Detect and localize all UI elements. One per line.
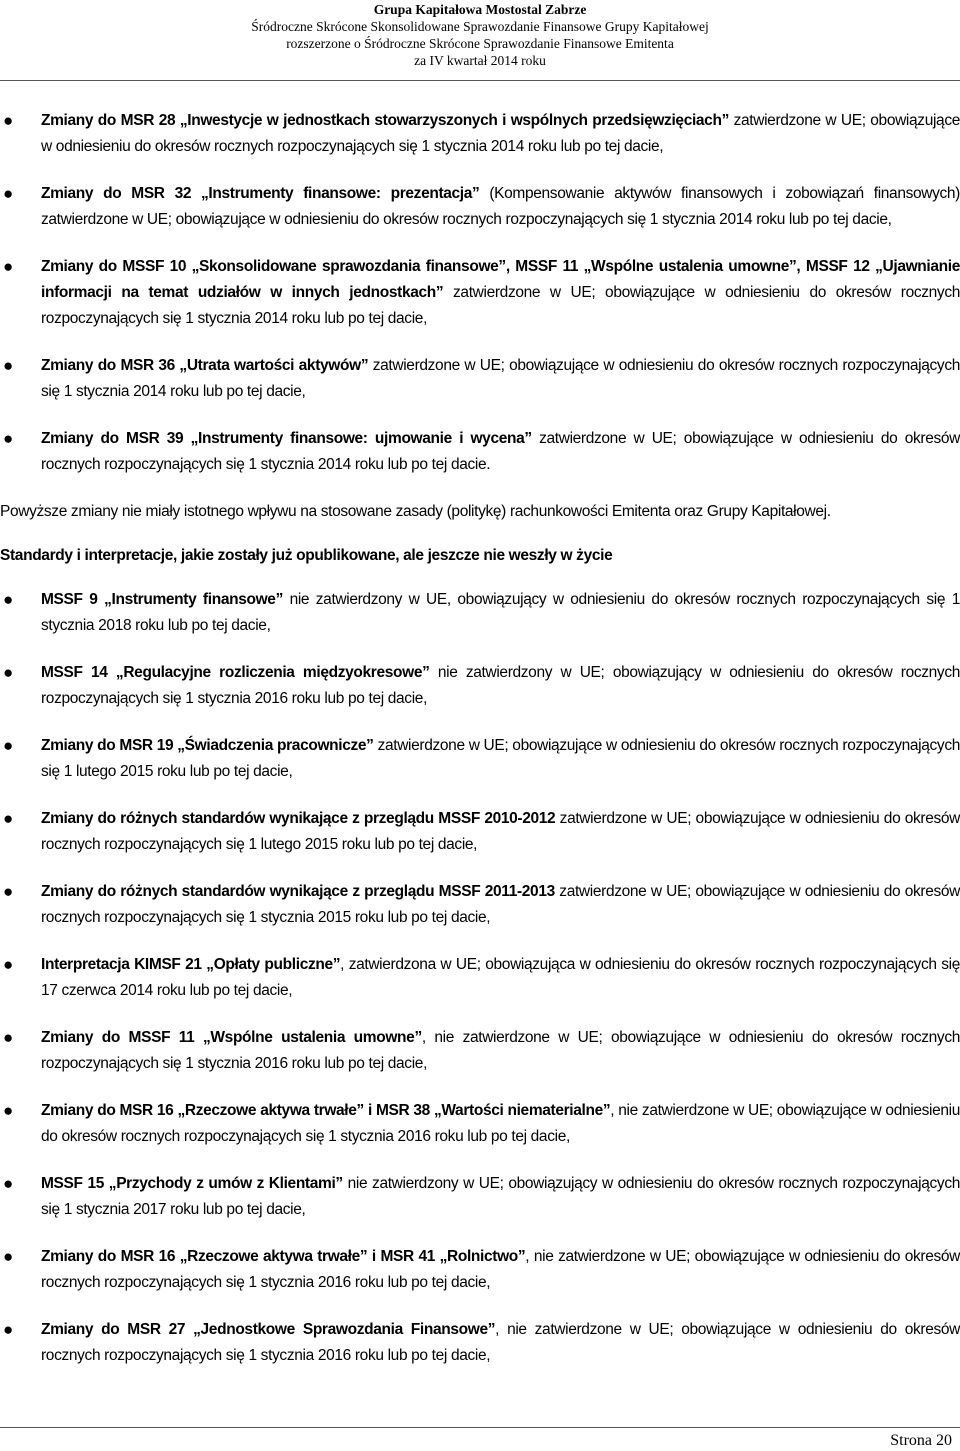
standard-name: Interpretacja KIMSF 21 „Opłaty publiczne” <box>41 956 341 973</box>
list-item <box>0 1098 960 1150</box>
list-item <box>0 1171 960 1223</box>
header-subtitle-2: rozszerzone o Śródroczne Skrócone Sprawozdanie Finansowe Emitenta <box>286 36 674 51</box>
list-item <box>0 353 960 405</box>
bullet-icon: ● <box>3 1320 13 1339</box>
standard-name: Zmiany do różnych standardów wynikające z przeglądu MSSF 2011-2013 <box>41 883 555 900</box>
standard-name: Zmiany do MSR 32 „Instrumenty finansowe: prezentacja” <box>41 185 480 202</box>
bullet-icon: ● <box>3 736 13 755</box>
standard-description: (Kompensowanie aktywów finansowych i zobowiązań finansowych) zatwierdzone w UE; obowiązujące w odniesieniu do okresów rocznych rozpoczynających się 1 stycznia 2014 roku lub po tej dacie, <box>41 185 960 228</box>
list-item <box>0 733 960 785</box>
bullet-icon: ● <box>3 111 13 130</box>
standard-name: Zmiany do MSR 36 „Utrata wartości aktywów” <box>41 357 369 374</box>
list-item <box>0 1025 960 1077</box>
standard-description: , nie zatwierdzone w UE; obowiązujące w odniesieniu do okresów rocznych rozpoczynających się 1 stycznia 2016 roku lub po tej dacie, <box>41 1102 960 1145</box>
header-divider <box>0 80 960 81</box>
standard-description: zatwierdzone w UE; obowiązujące w odniesieniu do okresów rocznych rozpoczynających się 1 lutego 2015 roku lub po tej dacie, <box>41 810 960 853</box>
bullet-icon: ● <box>3 356 13 375</box>
list-item <box>0 426 960 478</box>
standard-description: zatwierdzone w UE; obowiązujące w odniesieniu do okresów rocznych rozpoczynających się 1 lutego 2015 roku lub po tej dacie, <box>41 737 960 780</box>
standard-description: , zatwierdzona w UE; obowiązująca w odniesieniu do okresów rocznych rozpoczynających się 17 czerwca 2014 roku lub po tej dacie, <box>41 956 960 999</box>
list-item <box>0 587 960 639</box>
standard-description: nie zatwierdzony w UE, obowiązujący w odniesieniu do okresów rocznych rozpoczynających się 1 stycznia 2018 roku lub po tej dacie, <box>41 591 960 634</box>
list-item <box>0 254 960 332</box>
list-item <box>0 1244 960 1296</box>
list-item <box>0 879 960 931</box>
standard-name: Zmiany do MSR 28 „Inwestycje w jednostkach stowarzyszonych i wspólnych przedsięwzięciach” <box>41 112 729 129</box>
standard-name: MSSF 15 „Przychody z umów z Klientami” <box>41 1175 343 1192</box>
standard-name: Zmiany do MSR 16 „Rzeczowe aktywa trwałe” i MSR 41 „Rolnictwo” <box>41 1248 526 1265</box>
standard-description: nie zatwierdzony w UE; obowiązujący w odniesieniu do okresów rocznych rozpoczynających się 1 stycznia 2016 roku lub po tej dacie, <box>41 664 960 707</box>
bullet-icon: ● <box>3 1101 13 1120</box>
standard-description: nie zatwierdzony w UE; obowiązujący w odniesieniu do okresów rocznych rozpoczynających się 1 stycznia 2017 roku lub po tej dacie, <box>41 1175 960 1218</box>
list-item <box>0 806 960 858</box>
bullet-icon: ● <box>3 1028 13 1047</box>
list-item <box>0 181 960 233</box>
standard-name: Zmiany do MSR 27 „Jednostkowe Sprawozdania Finansowe” <box>41 1321 496 1338</box>
standard-description: , nie zatwierdzone w UE; obowiązujące w odniesieniu do okresów rocznych rozpoczynających się 1 stycznia 2016 roku lub po tej dacie, <box>41 1029 960 1072</box>
header-subtitle-1: Śródroczne Skrócone Skonsolidowane Sprawozdanie Finansowe Grupy Kapitałowej <box>251 19 709 34</box>
standard-description: zatwierdzone w UE; obowiązujące w odniesieniu do okresów rocznych rozpoczynających się 1 stycznia 2014 roku lub po tej dacie, <box>41 112 960 155</box>
footer-divider <box>0 1427 960 1428</box>
bullet-icon: ● <box>3 663 13 682</box>
list-item <box>0 660 960 712</box>
document-body <box>0 108 960 1369</box>
bullet-icon: ● <box>3 590 13 609</box>
section-heading: Standardy i interpretacje, jakie zostały już opublikowane, ale jeszcze nie weszły w życie <box>0 547 613 564</box>
bullet-icon: ● <box>3 809 13 828</box>
standard-description: , nie zatwierdzone w UE; obowiązujące w odniesieniu do okresów rocznych rozpoczynających się 1 stycznia 2016 roku lub po tej dacie, <box>41 1321 960 1364</box>
summary-paragraph: Powyższe zmiany nie miały istotnego wpływu na stosowane zasady (politykę) rachunkowości Emitenta oraz Grupy Kapitałowej. <box>0 503 831 520</box>
pending-standards-list <box>0 587 960 1369</box>
standard-name: Zmiany do MSR 39 „Instrumenty finansowe: ujmowanie i wycena” <box>41 430 532 447</box>
bullet-icon: ● <box>3 1174 13 1193</box>
standard-description: zatwierdzone w UE; obowiązujące w odniesieniu do okresów rocznych rozpoczynających się 1 stycznia 2014 roku lub po tej dacie, <box>41 284 960 327</box>
bullet-icon: ● <box>3 955 13 974</box>
standard-name: Zmiany do MSSF 11 „Wspólne ustalenia umowne” <box>41 1029 422 1046</box>
page-number: Strona 20 <box>890 1432 952 1449</box>
list-item <box>0 1317 960 1369</box>
standard-description: zatwierdzone w UE; obowiązujące w odniesieniu do okresów rocznych rozpoczynających się 1 stycznia 2015 roku lub po tej dacie, <box>41 883 960 926</box>
header-subtitle-3: za IV kwartał 2014 roku <box>414 53 546 68</box>
bullet-icon: ● <box>3 184 13 203</box>
standard-name: MSSF 14 „Regulacyjne rozliczenia międzyokresowe” <box>41 664 430 681</box>
bullet-icon: ● <box>3 429 13 448</box>
standard-name: Zmiany do MSSF 10 „Skonsolidowane sprawozdania finansowe”, MSSF 11 „Wspólne ustalenia umowne”, MSSF 12 „Ujawnianie informacji na temat udziałów w innych jednostkach” <box>41 258 960 301</box>
standard-description: zatwierdzone w UE; obowiązujące w odniesieniu do okresów rocznych rozpoczynających się 1 stycznia 2014 roku lub po tej dacie, <box>41 357 960 400</box>
standard-description: zatwierdzone w UE; obowiązujące w odniesieniu do okresów rocznych rozpoczynających się 1 stycznia 2014 roku lub po tej dacie. <box>41 430 960 473</box>
standard-name: MSSF 9 „Instrumenty finansowe” <box>41 591 283 608</box>
bullet-icon: ● <box>3 257 13 276</box>
bullet-icon: ● <box>3 882 13 901</box>
list-item <box>0 108 960 160</box>
standard-name: Zmiany do różnych standardów wynikające z przeglądu MSSF 2010-2012 <box>41 810 556 827</box>
header-title: Grupa Kapitałowa Mostostal Zabrze <box>373 2 587 17</box>
approved-changes-list <box>0 108 960 478</box>
standard-name: Zmiany do MSR 16 „Rzeczowe aktywa trwałe” i MSR 38 „Wartości niematerialne” <box>41 1102 611 1119</box>
list-item <box>0 952 960 1004</box>
document-header <box>0 0 960 69</box>
standard-name: Zmiany do MSR 19 „Świadczenia pracownicze” <box>41 737 374 754</box>
bullet-icon: ● <box>3 1247 13 1266</box>
standard-description: , nie zatwierdzone w UE; obowiązujące w odniesieniu do okresów rocznych rozpoczynających się 1 stycznia 2016 roku lub po tej dacie, <box>41 1248 960 1291</box>
